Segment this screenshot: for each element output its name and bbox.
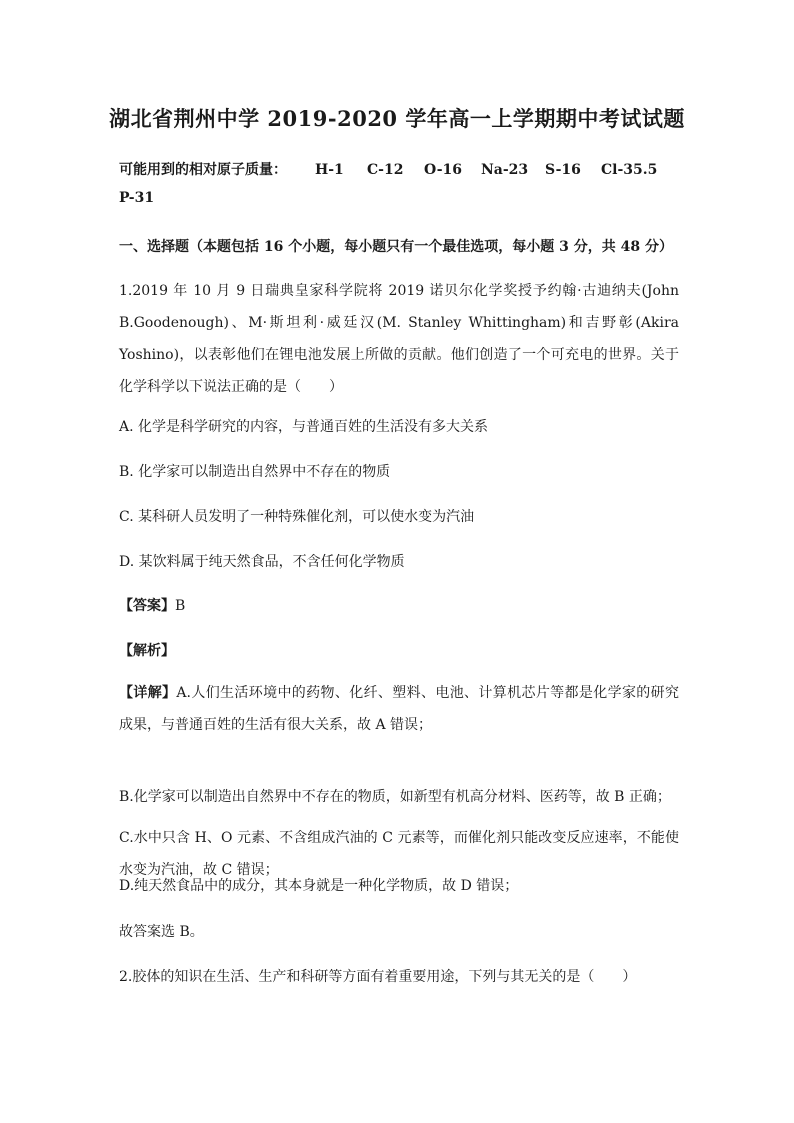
- mass-item: H-1: [315, 162, 344, 178]
- detail-b: B.化学家可以制造出自然界中不存在的物质，如新型有机高分材料、医药等，故 B 正确；: [119, 789, 671, 805]
- mass-item: S-16: [545, 162, 581, 178]
- question-1-option-d: D. 某饮料属于纯天然食品，不含任何化学物质: [119, 554, 405, 570]
- analysis-label: 【解析】: [119, 643, 175, 659]
- answer-label: 【答案】: [119, 598, 175, 614]
- mass-item: Cl-35.5: [601, 162, 658, 178]
- question-1-answer: [119, 595, 185, 615]
- atomic-masses: [119, 159, 679, 179]
- section-heading: 一、选择题（本题包括 16 个小题，每小题只有一个最佳选项，每小题 3 分，共 48 分）: [119, 239, 673, 255]
- question-2-stem: 2.胶体的知识在生活、生产和科研等方面有着重要用途，下列与其无关的是（ ）: [119, 969, 637, 985]
- mass-item-extra: P-31: [119, 190, 155, 206]
- detail-c: C.水中只含 H、O 元素、不含组成汽油的 C 元素等，而催化剂只能改变反应速率，不能使水变为汽油，故 C 错误；: [119, 830, 679, 878]
- question-1-option-a: A. 化学是科学研究的内容，与普通百姓的生活没有多大关系: [119, 419, 489, 435]
- question-1-stem: 1.2019 年 10 月 9 日瑞典皇家科学院将 2019 诺贝尔化学奖授予约翰·古迪纳夫(John B.Goodenough)、M·斯坦利·威廷汉(M. Stanley Whittingham)和吉野彰(Akira Yoshino)，以表彰他们在锂电池发展上所做的贡献。他们创造了一个可充电的世界。关于化学科学以下说法正确的是（ ）: [119, 283, 679, 395]
- mass-item: C-12: [367, 162, 404, 178]
- question-1-option-b: B. 化学家可以制造出自然界中不存在的物质: [119, 464, 391, 480]
- detail-a-text: A.人们生活环境中的药物、化纤、塑料、电池、计算机芯片等都是化学家的研究成果，与普通百姓的生活有很大关系，故 A 错误；: [119, 685, 680, 733]
- detail-a: [119, 677, 679, 741]
- detail-conclusion: 故答案选 B。: [119, 924, 204, 940]
- question-1-option-c: C. 某科研人员发明了一种特殊催化剂，可以使水变为汽油: [119, 509, 475, 525]
- detail-label: 【详解】: [119, 685, 177, 701]
- detail-d: D.纯天然食品中的成分，其本身就是一种化学物质，故 D 错误；: [119, 878, 519, 894]
- atomic-masses-label: 可能用到的相对原子质量：: [119, 162, 287, 178]
- mass-item: Na-23: [481, 162, 529, 178]
- page-title: 湖北省荆州中学 2019-2020 学年高一上学期期中考试试题: [109, 106, 685, 131]
- answer-value: B: [175, 598, 186, 614]
- mass-item: O-16: [424, 162, 463, 178]
